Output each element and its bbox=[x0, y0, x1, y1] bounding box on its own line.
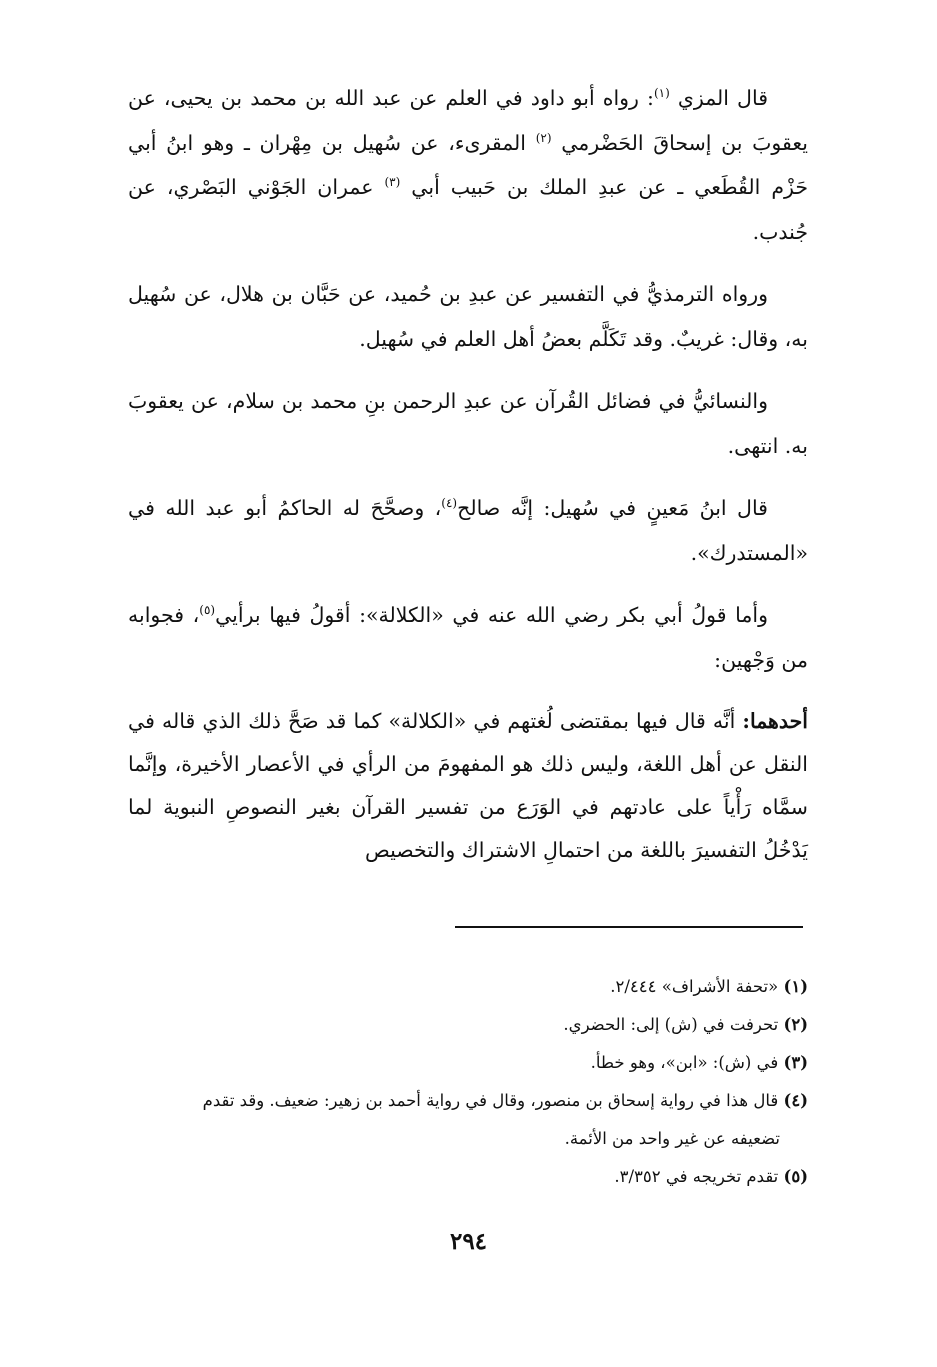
footnote-1 bbox=[128, 968, 808, 1006]
paragraph-text: ، وصحَّحَ له الحاكمُ أبو عبد الله في «المستدرك». bbox=[128, 496, 808, 565]
footnotes bbox=[128, 968, 808, 1196]
paragraph-text: : رواه أبو داود في العلم عن عبد الله بن محمد بن يحيى، عن يعقوبَ بن إسحاقَ الحَضْرمي bbox=[128, 86, 808, 155]
paragraph-text: قال ابنُ مَعينٍ في سُهيل: إنَّه صالح bbox=[457, 496, 768, 520]
footnote-number: (٣) bbox=[783, 1053, 808, 1072]
footnote-text: قال هذا في رواية إسحاق بن منصور، وقال في رواية أحمد بن زهير: ضعيف. وقد تقدم bbox=[202, 1091, 784, 1110]
paragraph-abu-bakr bbox=[128, 593, 808, 682]
footnote-number: (١) bbox=[783, 977, 808, 996]
paragraph-ibn-main bbox=[128, 486, 808, 575]
paragraph-nasai bbox=[128, 379, 808, 468]
footnote-ref-1[interactable]: (١) bbox=[653, 86, 670, 101]
footnote-text: تضعيفه عن غير واحد من الأئمة. bbox=[564, 1129, 780, 1148]
footnote-ref-5[interactable]: (٥) bbox=[199, 603, 216, 618]
footnote-number: (٤) bbox=[783, 1091, 808, 1110]
paragraph-first-aspect bbox=[128, 700, 808, 872]
footnote-2 bbox=[128, 1006, 808, 1044]
footnote-ref-2[interactable]: (٢) bbox=[535, 130, 552, 145]
paragraph-text: أنَّه قال فيها بمقتضى لُغتهم في «الكلالة» كما قد صَحَّ ذلك الذي قاله في النقل عن أهل اللغة، وليس ذلك هو المفهومَ من الرأي في الأعصار الأخيرة، وإنَّما سمَّاه رَأْياً على عادتهم في الوَرَع من تفسير القرآن بغير النصوصِ النبوية لما يَدْخُلُ التفسيرَ باللغة من احتمالِ الاشتراك والتخصيص bbox=[128, 709, 808, 862]
paragraph-text: المقرىء، عن سُهيل بن مِهْران ـ وهو ابنُ أبي حَزْم القُطَعي ـ عن عبدِ الملك بن حَبيب أبي bbox=[128, 130, 809, 199]
footnote-text: تقدم تخريجه في ٣/٣٥٢. bbox=[614, 1167, 784, 1186]
main-text bbox=[128, 76, 808, 890]
paragraph-mizzi bbox=[128, 76, 808, 254]
footnote-number: (٢) bbox=[783, 1015, 808, 1034]
footnote-3 bbox=[128, 1044, 808, 1082]
paragraph-text: وأما قولُ أبي بكر رضي الله عنه في «الكلالة»: أقولُ فيها برأيي bbox=[215, 603, 768, 627]
paragraph-text: ورواه الترمذيُّ في التفسير عن عبدِ بن حُميد، عن حَبَّان بن هلال، عن سُهيل به، وقال: غريبٌ. وقد تَكَلَّم بعضُ أهل العلم في سُهيل. bbox=[128, 282, 808, 351]
footnote-text: «تحفة الأشراف» ٢/٤٤٤. bbox=[610, 977, 784, 996]
paragraph-text: ، فجوابه من وَجْهين: bbox=[128, 603, 808, 672]
footnote-ref-3[interactable]: (٣) bbox=[384, 175, 401, 190]
paragraph-text: والنسائيُّ في فضائل القُرآن عن عبدِ الرحمن بنِ محمد بن سلام، عن يعقوبَ به. انتهى. bbox=[128, 389, 808, 458]
footnote-4-continuation bbox=[128, 1120, 808, 1158]
aspect-heading: أحدهما: bbox=[742, 709, 808, 733]
page-number: ٢٩٤ bbox=[449, 1228, 488, 1255]
footnote-text: في (ش): «ابن»، وهو خطأ. bbox=[590, 1053, 784, 1072]
paragraph-text: قال المزي bbox=[669, 86, 769, 110]
footnote-divider bbox=[455, 926, 803, 928]
paragraph-text: عمران الجَوْني البَصْري، عن جُندب. bbox=[128, 175, 808, 244]
paragraph-tirmidhi bbox=[128, 272, 808, 361]
footnote-text: تحرفت في (ش) إلى: الحضري. bbox=[563, 1015, 784, 1034]
footnote-ref-4[interactable]: (٤) bbox=[441, 496, 458, 511]
footnote-number: (٥) bbox=[783, 1167, 808, 1186]
footnote-5 bbox=[128, 1158, 808, 1196]
footnote-4 bbox=[128, 1082, 808, 1120]
